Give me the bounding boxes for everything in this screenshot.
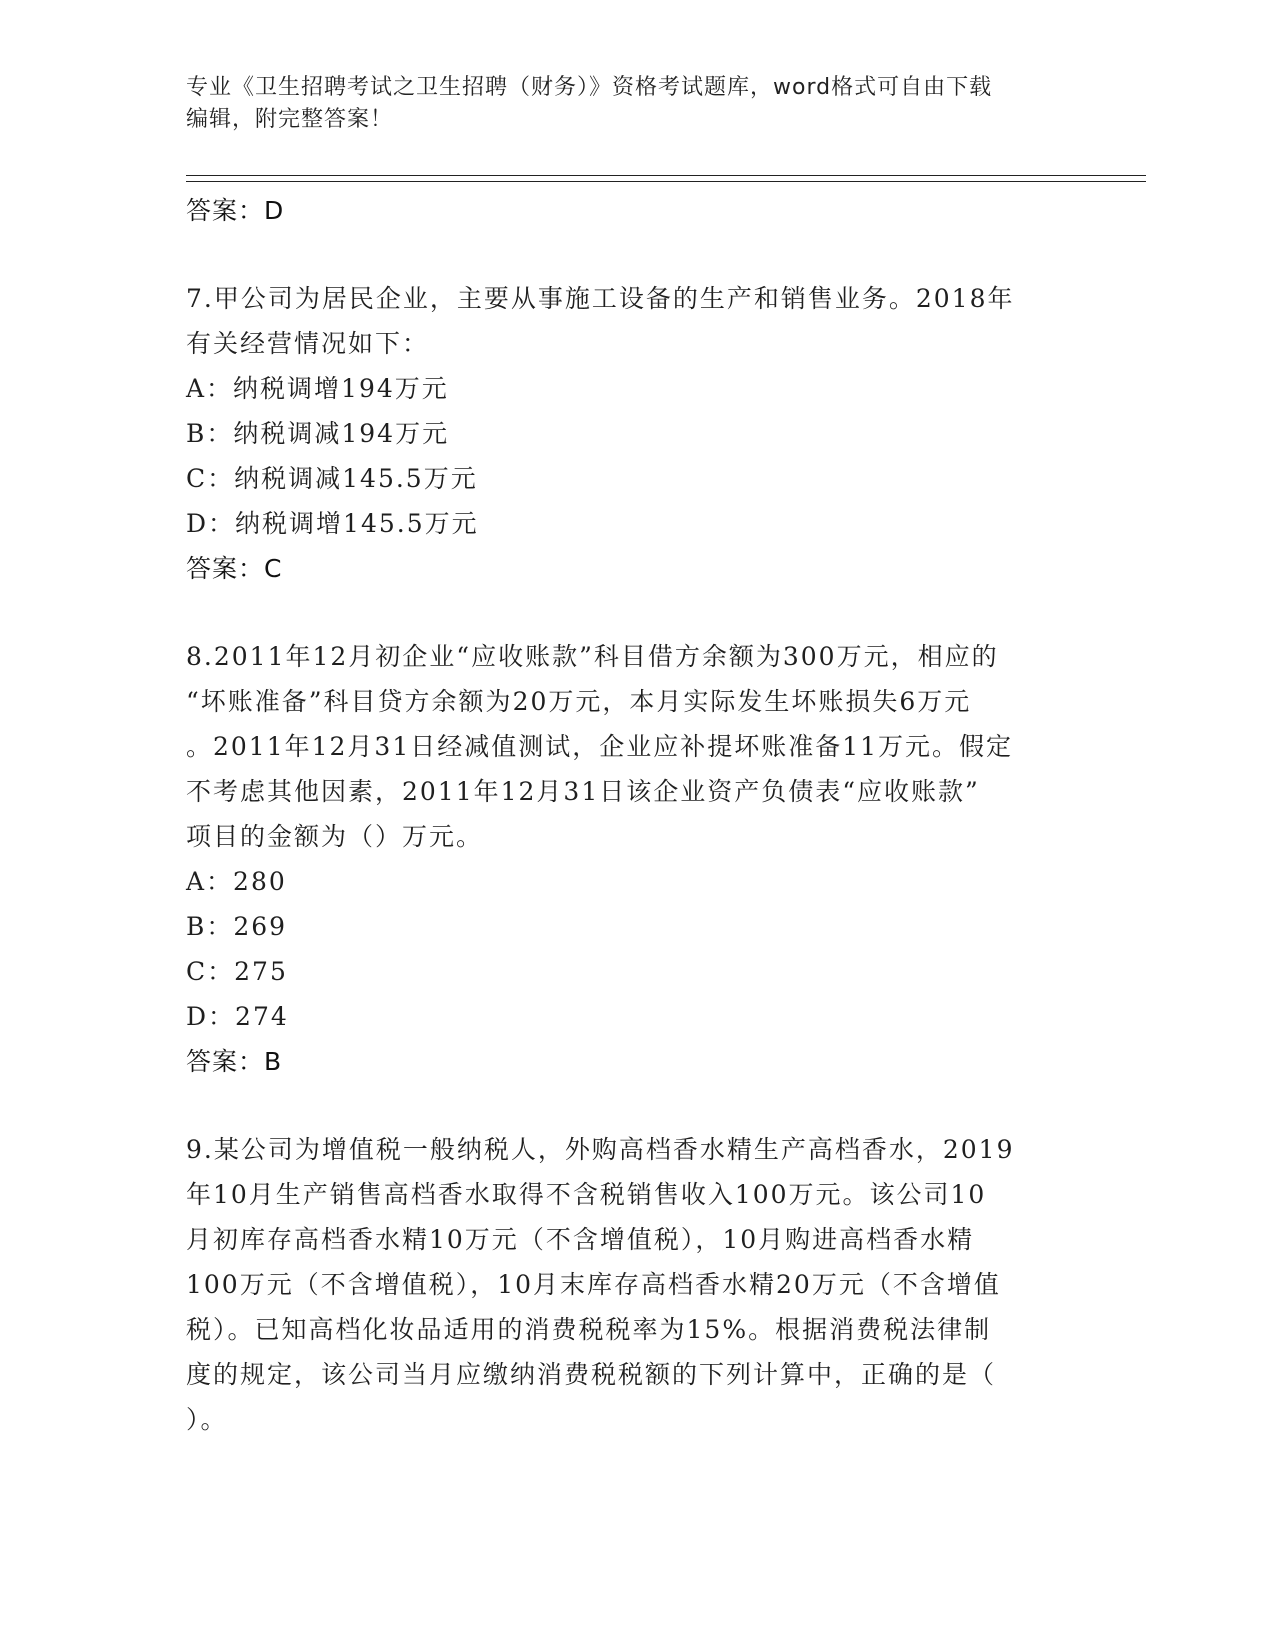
previous-answer: 答案：D <box>186 196 285 225</box>
option-a: A：纳税调增194万元 <box>186 374 449 403</box>
question-text-line: 有关经营情况如下： <box>186 329 430 358</box>
answer-line: 答案：B <box>186 1047 283 1076</box>
question-text-line: 年10月生产销售高档香水取得不含税销售收入100万元。该公司10 <box>186 1180 987 1209</box>
header-line-2: 编辑，附完整答案！ <box>186 107 394 132</box>
question-block <box>186 634 1086 1084</box>
option-d: D：274 <box>186 1002 289 1031</box>
document-body <box>186 188 1086 1442</box>
question-text-line: 。2011年12月31日经减值测试，企业应补提坏账准备11万元。假定 <box>186 732 1014 761</box>
question-text-line: 7.甲公司为居民企业，主要从事施工设备的生产和销售业务。2018年 <box>186 284 1015 313</box>
question-block <box>186 276 1086 591</box>
question-block <box>186 1127 1086 1442</box>
option-c: C：275 <box>186 957 288 986</box>
question-text-line: 8.2011年12月初企业“应收账款”科目借方余额为300万元，相应的 <box>186 642 999 671</box>
question-text-line: 9.某公司为增值税一般纳税人，外购高档香水精生产高档香水，2019 <box>186 1135 1015 1164</box>
question-text-line: 不考虑其他因素，2011年12月31日该企业资产负债表“应收账款” <box>186 777 980 806</box>
page-header <box>186 72 1086 136</box>
header-divider-bottom <box>186 181 1146 182</box>
spacer <box>186 1084 1086 1127</box>
question-text-line: 项目的金额为（）万元。 <box>186 822 484 851</box>
option-d: D：纳税调增145.5万元 <box>186 509 479 538</box>
header-line-1: 专业《卫生招聘考试之卫生招聘（财务）》资格考试题库，word格式可自由下载 <box>186 75 993 100</box>
header-divider-top <box>186 175 1146 176</box>
option-a: A：280 <box>186 867 287 896</box>
option-c: C：纳税调减145.5万元 <box>186 464 478 493</box>
answer-line: 答案：C <box>186 554 283 583</box>
question-text-line: 月初库存高档香水精10万元（不含增值税），10月购进高档香水精 <box>186 1225 975 1254</box>
question-text-line: “坏账准备”科目贷方余额为20万元，本月实际发生坏账损失6万元 <box>186 687 972 716</box>
spacer <box>186 233 1086 276</box>
option-b: B：纳税调减194万元 <box>186 419 450 448</box>
option-b: B：269 <box>186 912 288 941</box>
question-text-line: 100万元（不含增值税），10月末库存高档香水精20万元（不含增值 <box>186 1270 1001 1299</box>
spacer <box>186 591 1086 634</box>
question-text-line: ）。 <box>186 1405 228 1434</box>
question-text-line: 度的规定，该公司当月应缴纳消费税税额的下列计算中，正确的是（ <box>186 1360 997 1389</box>
question-text-line: 税）。已知高档化妆品适用的消费税税率为15%。根据消费税法律制 <box>186 1315 992 1344</box>
